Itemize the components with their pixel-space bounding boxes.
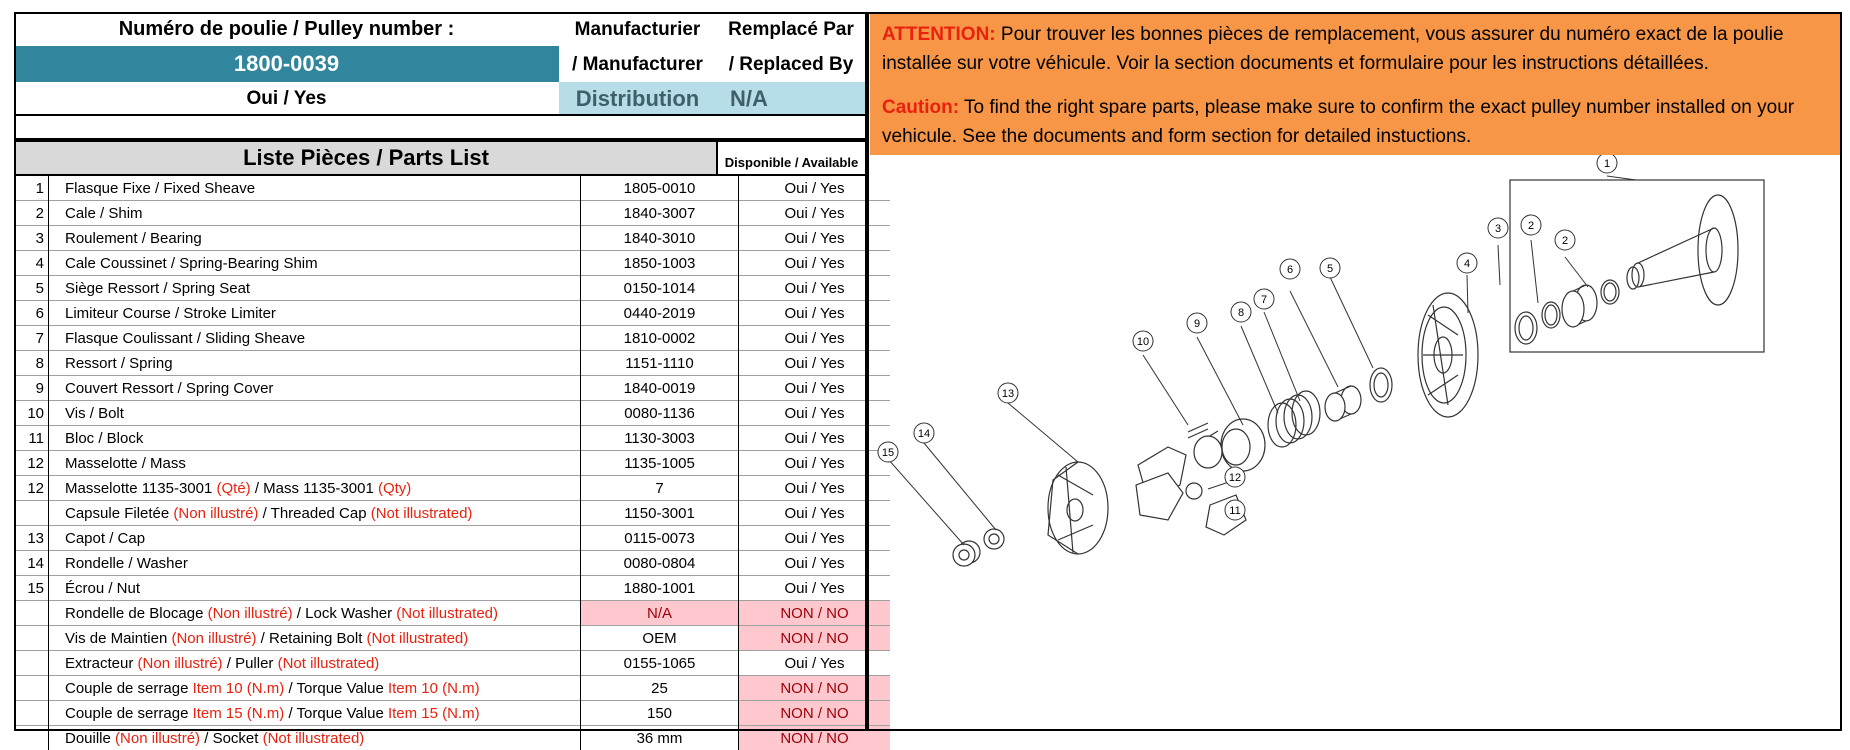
- description-text: Rondelle de Blocage: [65, 605, 208, 622]
- description-note: (Qty): [378, 480, 411, 497]
- table-row: [14, 551, 890, 576]
- description-note: (Non illustré): [138, 655, 223, 672]
- description-text: Masselotte 1135-3001: [65, 480, 217, 497]
- availability-status: NON / NO: [739, 726, 891, 750]
- part-description: [49, 226, 581, 251]
- part-number: 0115-0073: [581, 526, 739, 551]
- part-number: 1135-1005: [581, 451, 739, 476]
- manufacturer-header-en: / Manufacturer: [572, 54, 703, 76]
- table-row: [14, 376, 890, 401]
- availability-status: Oui / Yes: [739, 401, 891, 426]
- replaced-by-header-en: / Replaced By: [729, 54, 854, 76]
- part-description: [49, 526, 581, 551]
- mass-disk-drawing: [1186, 483, 1202, 499]
- description-note: Item 10 (N.m): [193, 680, 285, 697]
- item-number: 13: [14, 526, 49, 551]
- part-description: [49, 376, 581, 401]
- description-text: / Retaining Bolt: [256, 630, 366, 647]
- item-number: 11: [14, 426, 49, 451]
- fixed-sheave-drawing: [1627, 195, 1738, 305]
- part-description: [49, 501, 581, 526]
- parts-table: [14, 176, 890, 750]
- washer-drawing: [984, 529, 1004, 549]
- description-text: Flasque Fixe / Fixed Sheave: [65, 180, 255, 197]
- part-number: 0440-2019: [581, 301, 739, 326]
- description-text: / Torque Value: [284, 680, 388, 697]
- item-number: [14, 701, 49, 726]
- callout-label: 5: [1327, 263, 1333, 275]
- part-number: 7: [581, 476, 739, 501]
- part-description: [49, 351, 581, 376]
- availability-status: NON / NO: [739, 601, 891, 626]
- replaced-by-header: [716, 12, 866, 82]
- description-text: Bloc / Block: [65, 430, 143, 447]
- table-row: [14, 251, 890, 276]
- description-text: / Threaded Cap: [258, 505, 370, 522]
- description-note: Item 15 (N.m): [388, 705, 480, 722]
- description-note: (Not illustrated): [396, 605, 498, 622]
- description-note: (Non illustré): [115, 730, 200, 747]
- description-note: (Non illustré): [208, 605, 293, 622]
- table-row: [14, 201, 890, 226]
- availability-status: Oui / Yes: [739, 326, 891, 351]
- description-text: / Mass 1135-3001: [251, 480, 378, 497]
- part-number: 25: [581, 676, 739, 701]
- part-description: [49, 301, 581, 326]
- bearing-drawing: [1562, 285, 1597, 327]
- table-row: [14, 501, 890, 526]
- part-number: 1151-1110: [581, 351, 739, 376]
- callout-label: 9: [1194, 318, 1200, 330]
- part-number: OEM: [581, 626, 739, 651]
- pulley-availability: Oui / Yes: [14, 82, 559, 116]
- sliding-sheave-drawing: [1418, 293, 1478, 417]
- part-description: [49, 426, 581, 451]
- availability-status: Oui / Yes: [739, 451, 891, 476]
- item-number: [14, 601, 49, 626]
- table-row: [14, 401, 890, 426]
- part-number: 1880-1001: [581, 576, 739, 601]
- availability-status: Oui / Yes: [739, 276, 891, 301]
- description-text: Vis de Maintien: [65, 630, 171, 647]
- notice-en-text: To find the right spare parts, please make sure to confirm the exact pulley number installed on your vehicule. See the documents and form section for detailed instuctions.: [882, 97, 1794, 147]
- notice-fr-text: Pour trouver les bonnes pièces de remplacement, vous assurer du numéro exact de la poulie installée sur votre véhicule. Voir la section documents et formulaire pour les instructions détaillées.: [882, 24, 1784, 74]
- pulley-number-label: Numéro de poulie / Pulley number :: [14, 12, 559, 46]
- availability-status: Oui / Yes: [739, 251, 891, 276]
- part-number: 0080-1136: [581, 401, 739, 426]
- part-description: [49, 401, 581, 426]
- availability-status: Oui / Yes: [739, 551, 891, 576]
- description-note: (Not illustrated): [278, 655, 380, 672]
- part-number: N/A: [581, 601, 739, 626]
- availability-status: Oui / Yes: [739, 226, 891, 251]
- spacer-row: [14, 116, 867, 140]
- part-description: [49, 326, 581, 351]
- description-note: (Non illustré): [173, 505, 258, 522]
- item-number: 6: [14, 301, 49, 326]
- availability-status: Oui / Yes: [739, 176, 891, 201]
- part-description: [49, 251, 581, 276]
- callout-label: 10: [1137, 336, 1149, 348]
- callout-label: 6: [1287, 264, 1293, 276]
- table-row: [14, 451, 890, 476]
- part-description: [49, 701, 581, 726]
- part-number: 1840-0019: [581, 376, 739, 401]
- description-text: Masselotte / Mass: [65, 455, 186, 472]
- notice-fr-label: ATTENTION:: [882, 24, 996, 45]
- table-row: [14, 601, 890, 626]
- callout-label: 11: [1229, 505, 1240, 517]
- part-number: 1840-3007: [581, 201, 739, 226]
- part-description: [49, 576, 581, 601]
- availability-status: Oui / Yes: [739, 651, 891, 676]
- callout-label: 2: [1562, 235, 1568, 247]
- availability-status: Oui / Yes: [739, 476, 891, 501]
- part-number: 1840-3010: [581, 226, 739, 251]
- item-number: 10: [14, 401, 49, 426]
- part-description: [49, 476, 581, 501]
- part-description: [49, 651, 581, 676]
- description-note: (Not illustrated): [371, 505, 473, 522]
- availability-status: Oui / Yes: [739, 526, 891, 551]
- notice-box: [870, 12, 1840, 155]
- callout-label: 2: [1528, 220, 1534, 232]
- item-number: [14, 651, 49, 676]
- part-description: [49, 201, 581, 226]
- callout-label: 14: [918, 428, 930, 440]
- item-number: [14, 676, 49, 701]
- availability-status: NON / NO: [739, 701, 891, 726]
- part-number: 1850-1003: [581, 251, 739, 276]
- part-description: [49, 176, 581, 201]
- table-row: [14, 626, 890, 651]
- description-text: / Socket: [200, 730, 263, 747]
- description-text: Couvert Ressort / Spring Cover: [65, 380, 273, 397]
- description-text: Douille: [65, 730, 115, 747]
- description-text: Cale Coussinet / Spring-Bearing Shim: [65, 255, 318, 272]
- part-number: 1810-0002: [581, 326, 739, 351]
- description-text: Flasque Coulissant / Sliding Sheave: [65, 330, 305, 347]
- table-row: [14, 176, 890, 201]
- description-text: / Lock Washer: [293, 605, 397, 622]
- part-description: [49, 726, 581, 750]
- part-description: [49, 626, 581, 651]
- stroke-limiter-drawing: [1325, 386, 1361, 421]
- item-number: 9: [14, 376, 49, 401]
- availability-status: NON / NO: [739, 626, 891, 651]
- table-row: [14, 476, 890, 501]
- description-text: / Puller: [223, 655, 278, 672]
- part-description: [49, 676, 581, 701]
- callout-label: 13: [1002, 388, 1014, 400]
- description-text: Couple de serrage: [65, 680, 193, 697]
- table-row: [14, 651, 890, 676]
- cap-drawing: [1048, 462, 1108, 554]
- part-number: 0080-0804: [581, 551, 739, 576]
- description-text: Vis / Bolt: [65, 405, 124, 422]
- table-row: [14, 276, 890, 301]
- item-number: 7: [14, 326, 49, 351]
- part-description: [49, 451, 581, 476]
- part-number: 150: [581, 701, 739, 726]
- item-number: 8: [14, 351, 49, 376]
- parts-list-title: Liste Pièces / Parts List: [14, 140, 716, 176]
- item-number: 15: [14, 576, 49, 601]
- part-number: 0150-1014: [581, 276, 739, 301]
- spring-bearing-shim-drawing: [1515, 312, 1537, 344]
- item-number: 3: [14, 226, 49, 251]
- part-number: 0155-1065: [581, 651, 739, 676]
- notice-en-label: Caution:: [882, 97, 959, 118]
- table-row: [14, 351, 890, 376]
- replaced-by-value: N/A: [716, 82, 866, 116]
- table-row: [14, 701, 890, 726]
- part-number: 1150-3001: [581, 501, 739, 526]
- description-text: Rondelle / Washer: [65, 555, 188, 572]
- table-row: [14, 426, 890, 451]
- part-description: [49, 601, 581, 626]
- table-row: [14, 676, 890, 701]
- description-note: (Qté): [217, 480, 251, 497]
- item-number: 5: [14, 276, 49, 301]
- availability-status: NON / NO: [739, 676, 891, 701]
- callout-label: 12: [1229, 472, 1241, 484]
- table-row: [14, 526, 890, 551]
- description-note: (Not illustrated): [263, 730, 365, 747]
- part-number: 1805-0010: [581, 176, 739, 201]
- notice-fr: [882, 20, 1828, 78]
- callout-label: 15: [882, 447, 894, 459]
- description-text: Capot / Cap: [65, 530, 145, 547]
- item-number: 2: [14, 201, 49, 226]
- pulley-number-value: 1800-0039: [14, 46, 559, 82]
- callout-label: 4: [1464, 258, 1470, 270]
- description-note: (Not illustrated): [367, 630, 469, 647]
- availability-status: Oui / Yes: [739, 426, 891, 451]
- description-text: Couple de serrage: [65, 705, 193, 722]
- item-number: 12: [14, 451, 49, 476]
- availability-status: Oui / Yes: [739, 301, 891, 326]
- description-text: Siège Ressort / Spring Seat: [65, 280, 250, 297]
- item-number: 12: [14, 476, 49, 501]
- callout-label: 8: [1238, 307, 1244, 319]
- nut-drawing: [953, 541, 980, 566]
- manufacturer-value: Distribution: [559, 82, 716, 116]
- manufacturer-header: [559, 12, 716, 82]
- callout-label: 7: [1261, 294, 1267, 306]
- description-text: Extracteur: [65, 655, 138, 672]
- spring-drawing: [1268, 391, 1320, 447]
- notice-en: [882, 93, 1828, 151]
- item-number: 4: [14, 251, 49, 276]
- manufacturer-header-fr: Manufacturier: [575, 19, 701, 41]
- table-row: [14, 301, 890, 326]
- description-text: Capsule Filetée: [65, 505, 173, 522]
- item-number: [14, 726, 49, 750]
- part-number: 1130-3003: [581, 426, 739, 451]
- availability-status: Oui / Yes: [739, 201, 891, 226]
- description-text: / Torque Value: [284, 705, 388, 722]
- description-note: Item 10 (N.m): [388, 680, 480, 697]
- table-row: [14, 726, 890, 750]
- description-text: Ressort / Spring: [65, 355, 173, 372]
- table-row: [14, 576, 890, 601]
- item-number: [14, 626, 49, 651]
- item-number: [14, 501, 49, 526]
- availability-status: Oui / Yes: [739, 351, 891, 376]
- replaced-by-header-fr: Remplacé Par: [728, 19, 854, 41]
- callout-label: 1: [1604, 158, 1610, 170]
- item-number: 1: [14, 176, 49, 201]
- availability-status: Oui / Yes: [739, 376, 891, 401]
- description-text: Cale / Shim: [65, 205, 143, 222]
- description-note: (Non illustré): [171, 630, 256, 647]
- part-number: 36 mm: [581, 726, 739, 750]
- table-row: [14, 326, 890, 351]
- availability-status: Oui / Yes: [739, 501, 891, 526]
- exploded-pulley-diagram: [868, 155, 1840, 729]
- description-text: Écrou / Nut: [65, 580, 140, 597]
- table-row: [14, 226, 890, 251]
- available-column-header: Disponible / Available: [716, 140, 867, 176]
- part-description: [49, 276, 581, 301]
- callout-label: 3: [1495, 223, 1501, 235]
- item-number: 14: [14, 551, 49, 576]
- part-description: [49, 551, 581, 576]
- description-note: Item 15 (N.m): [193, 705, 285, 722]
- description-text: Roulement / Bearing: [65, 230, 202, 247]
- availability-status: Oui / Yes: [739, 576, 891, 601]
- description-text: Limiteur Course / Stroke Limiter: [65, 305, 276, 322]
- spring-cover-drawing: [1194, 419, 1265, 471]
